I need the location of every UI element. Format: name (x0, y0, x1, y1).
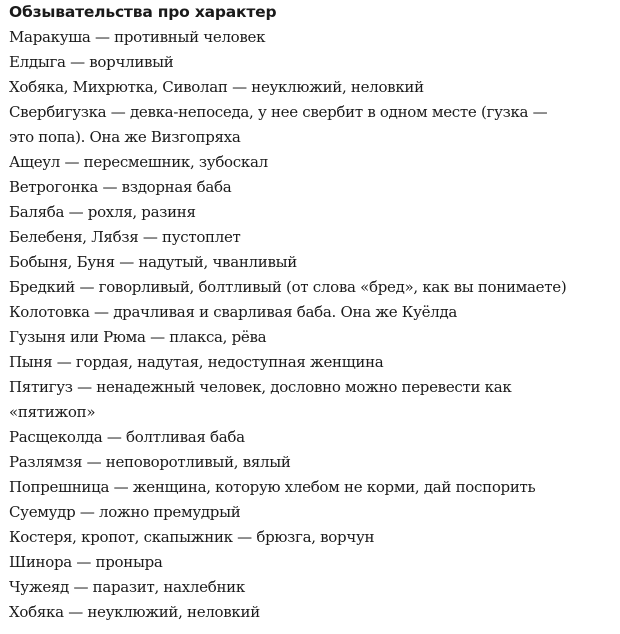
definition-list (9, 25, 617, 625)
list-line: Расщеколда — болтливая баба (9, 428, 245, 446)
list-line: Маракуша — противный человек (9, 28, 266, 46)
list-line: Елдыга — ворчливый (9, 53, 174, 71)
document (9, 0, 617, 625)
list-line: Свербигузка — девка-непоседа, у нее свербит в одном месте (гузка — (9, 103, 548, 121)
document-title: Обзывательства про характер (9, 3, 277, 21)
list-line: Попрешница — женщина, которую хлебом не корми, дай поспорить (9, 478, 536, 496)
list-line: Хобяка, Михрютка, Сиволап — неуклюжий, неловкий (9, 78, 424, 96)
list-line: Ащеул — пересмешник, зубоскал (9, 153, 268, 171)
list-line: Гузыня или Рюма — плакса, рёва (9, 328, 267, 346)
list-line: Белебеня, Лябзя — пустоплет (9, 228, 241, 246)
list-line: Бредкий — говорливый, болтливый (от слова «бред», как вы понимаете) (9, 278, 567, 296)
list-line: это попа). Она же Визгопряха (9, 128, 241, 146)
list-line: Шинора — проныра (9, 553, 163, 571)
list-line: Хобяка — неуклюжий, неловкий (9, 603, 260, 621)
list-line: Чужеяд — паразит, нахлебник (9, 578, 245, 596)
list-line: Пыня — гордая, надутая, недоступная женщина (9, 353, 384, 371)
list-line: «пятижоп» (9, 403, 96, 421)
list-line: Баляба — рохля, разиня (9, 203, 196, 221)
list-line: Бобыня, Буня — надутый, чванливый (9, 253, 297, 271)
list-line: Суемудр — ложно премудрый (9, 503, 241, 521)
list-line: Разлямзя — неповоротливый, вялый (9, 453, 291, 471)
list-line: Ветрогонка — вздорная баба (9, 178, 232, 196)
list-line: Колотовка — драчливая и сварливая баба. Она же Куёлда (9, 303, 458, 321)
list-line: Костеря, кропот, скапыжник — брюзга, ворчун (9, 528, 375, 546)
list-line: Пятигуз — ненадежный человек, дословно можно перевести как (9, 378, 512, 396)
